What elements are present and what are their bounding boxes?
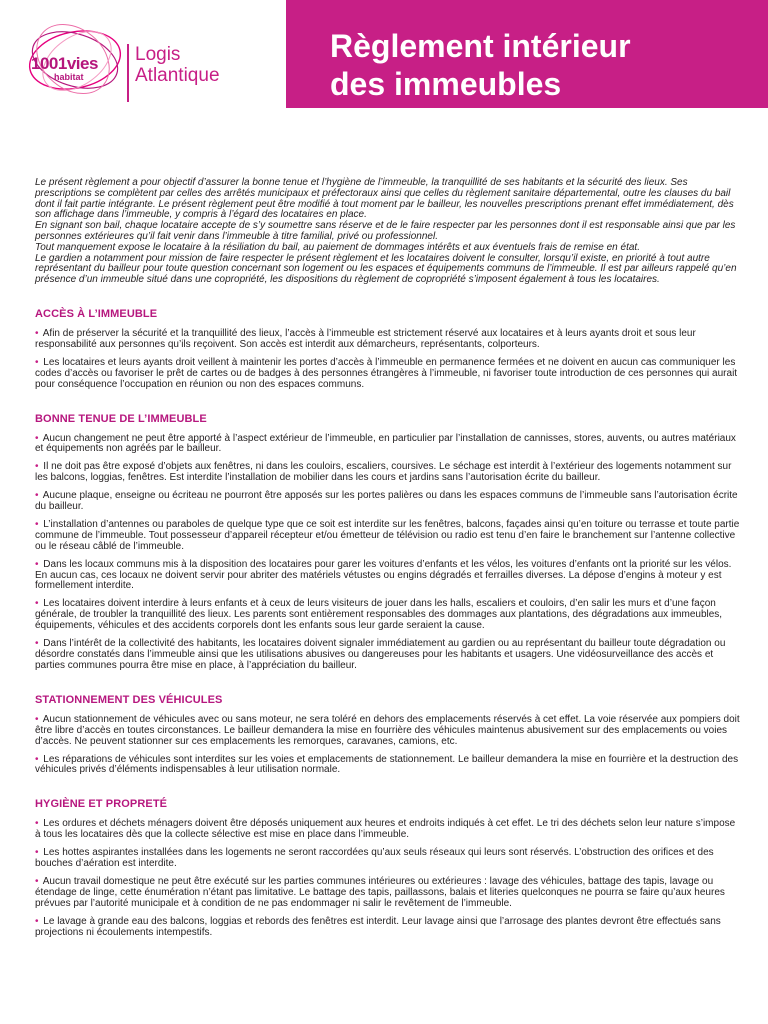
list-item-text: Les hottes aspirantes installées dans les logements ne seront raccordées qu’aux seuls réseaux qui leurs sont réservés. L’obstruction des orifices et des bouches d’aération est interdite. bbox=[35, 847, 714, 870]
list-item-text: Afin de préserver la sécurité et la tranquillité des lieux, l’accès à l’immeuble est strictement réservé aux locataires et à leurs ayants droit et sous leur responsabilité aux personnes qu’ils reçoivent. Son accès est interdit aux démarcheurs, représentants, colporteurs. bbox=[35, 327, 696, 350]
bullet-icon: • bbox=[35, 518, 39, 530]
bullet-icon: • bbox=[35, 847, 39, 859]
list-item-text: Les locataires et leurs ayants droit veillent à maintenir les portes d’accès à l’immeuble en permanence fermées et ne doivent en aucun cas communiquer les codes d’accès ou favoriser le prêt de cartes ou de badges à des personnes étrangères à l’immeuble, ni favoriser toute introduction de ces personnes qui aurait pour conséquence l’occupation en réunion ou non des espaces communs. bbox=[35, 356, 738, 390]
list-item bbox=[35, 520, 743, 553]
list-item bbox=[35, 639, 743, 672]
list-item bbox=[35, 560, 743, 593]
bullet-icon: • bbox=[35, 558, 39, 570]
bullet-icon: • bbox=[35, 356, 39, 368]
page-title-line1: Règlement intérieur bbox=[330, 28, 631, 64]
list-item bbox=[35, 715, 743, 748]
bullet-icon: • bbox=[35, 875, 39, 887]
bullet-icon: • bbox=[35, 753, 39, 765]
list-item-text: L’installation d’antennes ou paraboles de quelque type que ce soit est interdite sur les fenêtres, balcons, façades ainsi qu’en toiture ou terrasse et toute partie commune de l’immeuble. Tout possesseur d’appareil récepteur et/ou émetteur de télévision ou radio est tenu d’en faire le branchement sur l’antenne collective ou le réseau câblé de l’immeuble. bbox=[35, 518, 740, 552]
bullet-icon: • bbox=[35, 915, 39, 927]
list-item-text: Les locataires doivent interdire à leurs enfants et à ceux de leurs visiteurs de jouer dans les halls, escaliers et couloirs, d’en salir les murs et d’une façon générale, de troubler la tranquillité des lieux. Les parents sont entièrement responsables des dommages aux plantations, des dégradations aux immeubles, équipements, véhicules et des accidents corporels dont les enfants sous leur garde seraient la cause. bbox=[35, 598, 723, 632]
section-title-bonne-tenue: BONNE TENUE DE L’IMMEUBLE bbox=[35, 412, 207, 425]
list-item bbox=[35, 434, 743, 456]
list-item bbox=[35, 599, 743, 632]
section-title-acces: ACCÈS À L’IMMEUBLE bbox=[35, 307, 158, 320]
list-item-text: Aucun stationnement de véhicules avec ou sans moteur, ne sera toléré en dehors des emplacements réservés à cet effet. La voie réservée aux pompiers doit être libre d’accès en toutes circonstances. Le bailleur demandera la mise en fourrière des véhicules maintenus abusivement sur des emplacements ou voies d’accès. Ne peuvent stationner sur ces emplacements les remorques, caravanes, camions, etc. bbox=[35, 713, 740, 747]
list-item bbox=[35, 755, 743, 777]
list-item bbox=[35, 491, 743, 513]
section-title-stationnement: STATIONNEMENT DES VÉHICULES bbox=[35, 693, 223, 706]
list-item-text: Aucun travail domestique ne peut être exécuté sur les parties communes intérieures ou extérieures : lavage des véhicules, battage des tapis, lavage ou étendage de linge, cette énumération n’étant pas limitative. Le battage des tapis, paillassons, balais et literies quelconques ne pourra se faire qu’aux heures prévues par l’autorité municipale et à condition de ne pas endommager ni salir le revêtement de l’immeuble. bbox=[35, 875, 725, 909]
bullet-icon: • bbox=[35, 598, 39, 610]
list-item-text: Dans l’intérêt de la collectivité des habitants, les locataires doivent signaler immédiatement au gardien ou au représentant du bailleur toute dégradation ou désordre constatés dans l’immeuble ainsi que les utilisations abusives ou dangereuses pour les habitants et usagers. Une vidéosurveillance des accès et parties communes pourra être mise en place, à l’appréciation du bailleur. bbox=[35, 638, 726, 671]
intro-text: En signant son bail, chaque locataire accepte de s’y soumettre sans réserve et de le faire respecter par les personnes dont il est responsable ainsi que par les personnes extérieures qu’il fait venir dans l’immeuble à titre familial, privé ou professionnel. bbox=[35, 220, 736, 242]
list-item-text: Le lavage à grande eau des balcons, loggias et rebords des fenêtres est interdit. Leur lavage ainsi que l’arrosage des plantes devront être effectués sans projections ni écoulements intempestifs. bbox=[35, 915, 721, 938]
list-item bbox=[35, 358, 743, 391]
bullet-icon: • bbox=[35, 461, 39, 473]
page-title bbox=[330, 27, 631, 103]
brand-name-line2: Atlantique bbox=[135, 65, 220, 86]
brand-name bbox=[135, 44, 220, 86]
list-item-text: Dans les locaux communs mis à la disposition des locataires pour garer les voitures d’enfants et les vélos, les voitures d’enfants ont la priorité sur les vélos. En aucun cas, ces locaux ne doivent servir pour abriter des matériels vétustes ou engins dégradés et ferrailles diverses. La dépose d’engins à moteur y est formellement interdite. bbox=[35, 558, 732, 592]
intro-paragraph bbox=[35, 178, 743, 286]
bullet-icon: • bbox=[35, 713, 39, 725]
logo-habitat: habitat bbox=[54, 72, 84, 82]
intro-text: Tout manquement expose le locataire à la résiliation du bail, au paiement de dommages intérêts et aux éventuels frais de remise en état. bbox=[35, 241, 640, 253]
page-title-line2: des immeubles bbox=[330, 66, 562, 102]
list-item bbox=[35, 329, 743, 351]
list-item-text: Les réparations de véhicules sont interdites sur les voies et emplacements de stationnement. Le bailleur demandera la mise en fourrière et la destruction des véhicules privés d’éléments indispensables à leur utilisation normale. bbox=[35, 753, 739, 776]
bullet-icon: • bbox=[35, 818, 39, 830]
list-item bbox=[35, 877, 743, 910]
logo-1001vies: 1001vies bbox=[31, 54, 98, 73]
bullet-icon: • bbox=[35, 327, 39, 339]
document-body bbox=[35, 178, 743, 946]
intro-text: Le gardien a notamment pour mission de faire respecter le présent règlement et les locataires doivent le consulter, lorsqu’il existe, en priorité à tout autre représentant du bailleur pour toute question concernant son logement ou les espaces et équipements communs de l’immeuble. Il est par ailleurs rappelé qu’en présence d’un immeuble situé dans une copropriété, les dispositions du règlement de copropriété s’imposent également à tous les locataires. bbox=[35, 252, 737, 286]
list-item-text: Aucun changement ne peut être apporté à l’aspect extérieur de l’immeuble, en particulier par l’installation de cannisses, stores, auvents, ou autres matériaux et équipements non agréés par le bailleur. bbox=[35, 432, 736, 455]
list-item bbox=[35, 917, 743, 939]
list-item bbox=[35, 819, 743, 841]
bullet-icon: • bbox=[35, 432, 39, 444]
bullet-icon: • bbox=[35, 638, 39, 650]
list-item bbox=[35, 848, 743, 870]
list-item-text: Il ne doit pas être exposé d’objets aux fenêtres, ni dans les couloirs, escaliers, coursives. Le séchage est interdit à l’extérieur des logements notamment sur les balcons, loggias, fenêtres. Est interdite l’installation de mobilier dans les cours et jardins sans l’autorisation écrite du bailleur. bbox=[35, 461, 732, 484]
intro-text: Le présent règlement a pour objectif d’assurer la bonne tenue et l’hygiène de l’immeuble, la tranquillité de ses habitants et la sécurité des lieux. Ses prescriptions se complètent par celles des arrêtés municipaux et préfectoraux ainsi que celles du règlement sanitaire départemental, outre les clauses du bail dont il fait partie intégrante. Le présent règlement peut être modifié à tout moment par le bailleur, les nouvelles prescriptions prenant effet immédiatement, dès son affichage dans l’immeuble, y compris à l’égard des locataires en place. bbox=[35, 177, 734, 221]
brand-name-line1: Logis bbox=[135, 44, 181, 65]
header-bar bbox=[286, 0, 768, 108]
logo-divider bbox=[127, 44, 129, 102]
section-title-hygiene: HYGIÈNE ET PROPRETÉ bbox=[35, 798, 168, 811]
list-item-text: Aucune plaque, enseigne ou écriteau ne pourront être apposés sur les portes palières ou dans les espaces communs de l’immeuble sans l’autorisation écrite du bailleur. bbox=[35, 490, 738, 513]
logo bbox=[23, 24, 247, 94]
bullet-icon: • bbox=[35, 490, 39, 502]
list-item-text: Les ordures et déchets ménagers doivent être déposés uniquement aux heures et endroits indiqués à cet effet. Le tri des déchets selon leur nature s’impose à tous les locataires dès que la collecte sélective est mise en place dans l’immeuble. bbox=[35, 818, 736, 841]
list-item bbox=[35, 462, 743, 484]
